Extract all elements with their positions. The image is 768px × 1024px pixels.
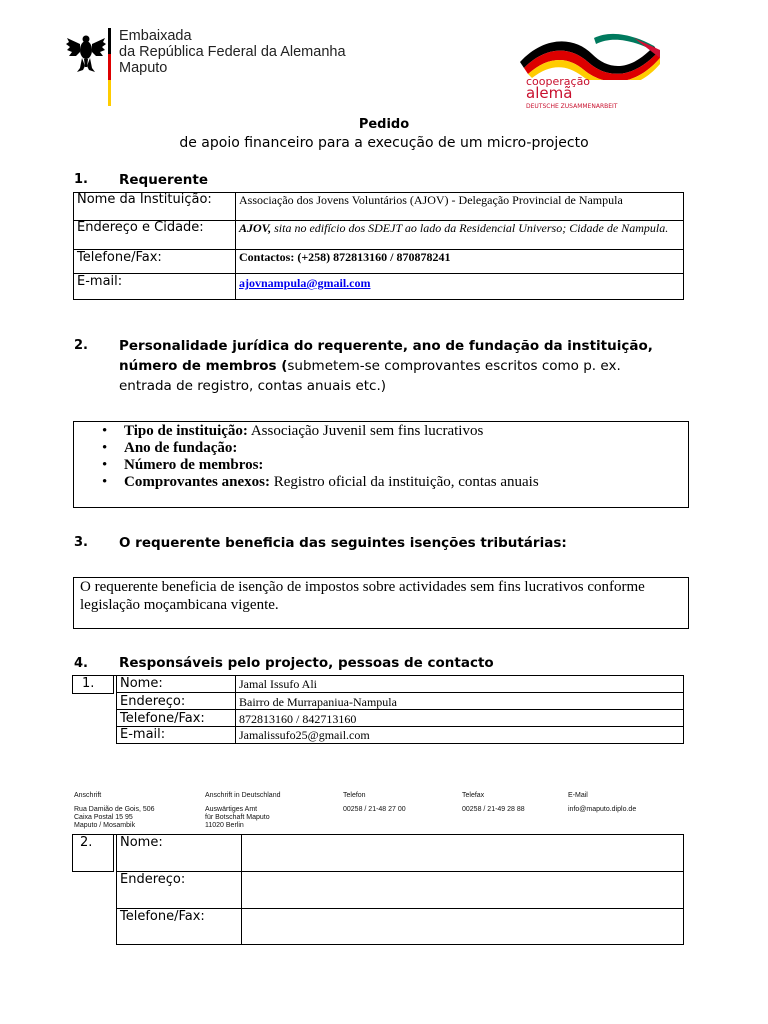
field-value-text: sita no edifício dos SDEJT ao lado da Residencial Universo; Cidade de Nampula. [271,221,669,235]
footer-line: Caixa Postal 15 95 [74,814,133,821]
embassy-name [119,28,346,76]
bullet-icon: • [102,474,108,490]
field-value [236,221,684,250]
bullet-icon: • [102,423,108,439]
footer-line: info@maputo.diplo.de [568,806,637,813]
email-link[interactable]: ajovnampula@gmail.com [239,276,371,290]
item-value: Registro oficial da instituição, contas anuais [269,474,539,490]
section-number: 2. [74,338,88,353]
field-value: 872813160 / 842713160 [236,710,684,727]
field-value: Jamalissufo25@gmail.com [236,727,684,744]
field-label: Endereço: [117,693,236,710]
list-item [74,440,688,457]
list-item [74,474,688,491]
field-label: Nome: [117,676,236,693]
item-value: Associação Juvenil sem fins lucrativos [247,423,484,439]
contact-2-table [73,834,684,945]
section-number: 4. [74,656,88,671]
list-item [74,457,688,474]
field-label: E-mail: [117,727,236,744]
footer-anschrift [74,792,155,830]
item-label: Tipo de instituição: [124,423,248,439]
contact-index: 1. [82,676,95,691]
section-number: 3. [74,535,88,550]
footer-heading: Telefax [462,792,485,799]
footer-email [568,792,636,814]
field-value: Bairro de Murrapaniua-Nampula [236,693,684,710]
bullet-icon: • [102,457,108,473]
contact-index-cell [73,676,117,744]
field-value [236,274,684,300]
item-label: Ano de fundação: [124,440,238,456]
logo-text: alemã [526,84,573,102]
field-label: Endereço: [117,872,242,909]
contact-index-cell [73,835,117,945]
field-label: Telefone/Fax: [117,710,236,727]
section-title-bold: Personalidade jurídica do requerente, ano de fundação da instituição, número de membros ( [119,338,653,374]
table-row [74,193,684,221]
field-label: Telefone/Fax: [74,250,236,274]
ribbon-flag-icon [514,32,664,80]
footer-telefon [343,792,406,814]
footer-heading: Telefon [343,792,366,799]
footer-anschrift-deutschland [205,792,280,830]
section-title-note: submetem-se comprovantes escritos como p. ex. entrada de registro, contas anuais etc.) [119,358,621,394]
document-subtitle: de apoio financeiro para a execução de um micro-projecto [179,135,589,151]
field-value: Jamal Issufo Ali [236,676,684,693]
footer-heading: E-Mail [568,792,588,799]
embassy-line: da República Federal da Alemanha [119,44,346,60]
field-value [242,835,684,872]
item-label: Comprovantes anexos: [124,474,270,490]
footer-line: 11020 Berlin [205,822,244,829]
table-row [74,274,684,300]
flag-stripe [108,28,111,106]
footer-line: Maputo / Mosambik [74,822,136,829]
footer-line: 00258 / 21-49 28 88 [462,806,525,813]
section-title: O requerente beneficia das seguintes isenções tributárias: [119,535,567,551]
footer-heading: Anschrift in Deutschland [205,792,281,799]
institution-info-box [73,421,689,508]
logo-text: DEUTSCHE ZUSAMMENARBEIT [526,103,618,110]
requerente-table [73,192,684,300]
field-value-bold: AJOV, [239,221,272,235]
field-value: Associação dos Jovens Voluntários (AJOV) - Delegação Provincial de Nampula [236,193,684,221]
table-row [73,693,684,710]
field-value: Contactos: (+258) 872813160 / 870878241 [236,250,684,274]
table-row [73,676,684,693]
section-title: Requerente [119,172,209,188]
footer-line: für Botschaft Maputo [205,814,270,821]
footer-heading: Anschrift [74,792,102,799]
footer-line: Auswärtiges Amt [205,806,258,813]
field-value [242,872,684,909]
table-row [73,710,684,727]
contact-index-box [72,834,114,872]
field-label: Nome da Instituição: [74,193,236,221]
embassy-line: Embaixada [119,28,192,44]
contact-index: 2. [80,835,93,850]
contact-index-box [72,675,114,694]
contact-1-table [73,675,684,744]
embassy-line: Maputo [119,60,168,76]
section-title: Responsáveis pelo projecto, pessoas de contacto [119,655,494,671]
table-row [74,250,684,274]
table-row [73,909,684,945]
item-label: Número de membros: [124,457,264,473]
footer-line: Rua Damião de Gois, 506 [74,806,155,813]
field-value [242,909,684,945]
footer-line: 00258 / 21-48 27 00 [343,806,406,813]
institution-info-list [74,423,688,491]
section-number: 1. [74,172,88,187]
field-label: Nome: [117,835,242,872]
table-row [73,835,684,872]
federal-eagle-icon [66,30,106,76]
list-item [74,423,688,440]
bullet-icon: • [102,440,108,456]
table-row [73,727,684,744]
tax-exemption-box [73,577,689,629]
field-label: Endereço e Cidade: [74,221,236,250]
table-row [74,221,684,250]
embassy-letterhead [62,22,352,110]
table-row [73,872,684,909]
logo-text: cooperação [526,75,591,88]
cooperacao-alema-logo [514,32,664,114]
footer-telefax [462,792,525,814]
field-label: E-mail: [74,274,236,300]
section-title [119,336,659,396]
field-label: Telefone/Fax: [117,909,242,945]
document-title: Pedido [358,117,410,132]
tax-exemption-text: O requerente beneficia de isenção de impostos sobre actividades sem fins lucrativos conforme legislação moçambicana vigente. [80,579,645,613]
